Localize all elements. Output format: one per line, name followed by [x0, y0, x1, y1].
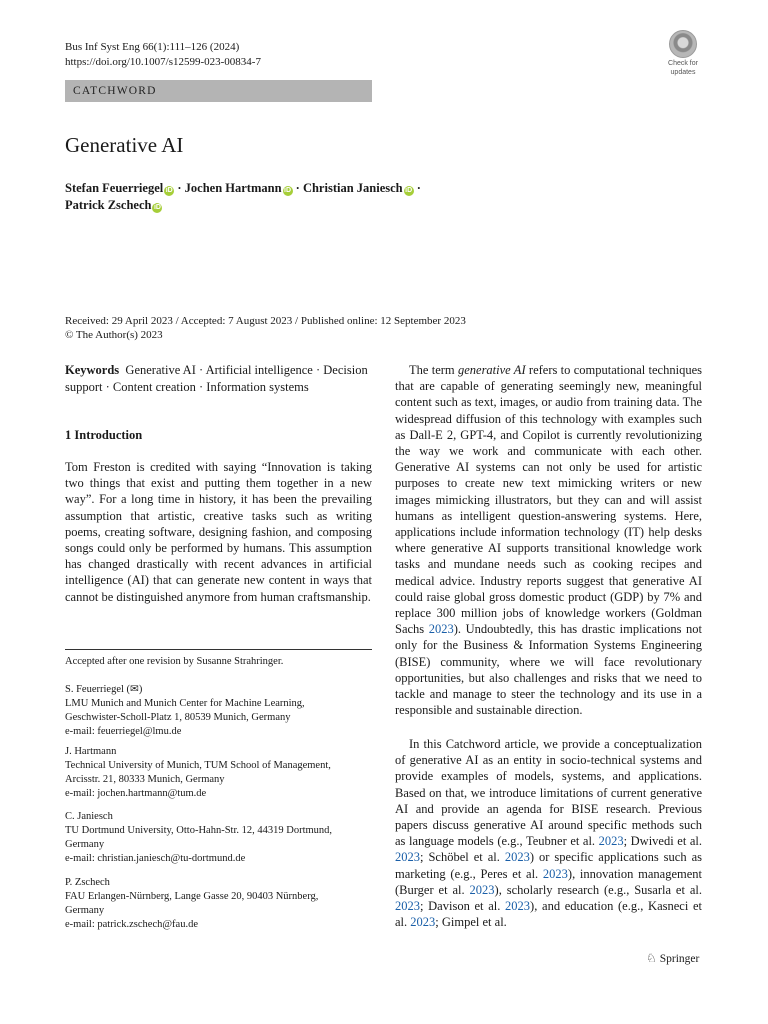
text-run: ; Schöbel et al. — [420, 850, 505, 865]
text-run: ; Gimpel et al. — [435, 915, 507, 930]
text-run: ), innovation management (Burger et al. — [395, 866, 702, 897]
publication-dates — [65, 314, 466, 342]
author-name[interactable]: Christian Janiesch — [302, 181, 403, 195]
affiliation-line: Geschwister-Scholl-Platz 1, 80539 Munich, Germany — [65, 712, 291, 723]
citation-link[interactable]: 2023 — [542, 866, 568, 881]
copyright-line: © The Author(s) 2023 — [65, 329, 163, 341]
citation-link[interactable]: 2023 — [395, 899, 420, 914]
author-separator: · — [292, 181, 303, 195]
affiliation-email[interactable]: e-mail: jochen.hartmann@tum.de — [65, 788, 207, 799]
footnote-divider — [65, 649, 372, 650]
text-run: ) or specific applications such as marketing (e.g., Peres et al. — [395, 850, 702, 881]
affiliation-block — [65, 810, 372, 866]
affiliation-block — [65, 745, 372, 801]
orcid-icon[interactable]: iD — [165, 187, 173, 194]
publisher-name: Springer — [659, 953, 700, 965]
affiliation-line: Arcisstr. 21, 80333 Munich, Germany — [65, 774, 225, 785]
body-paragraph — [395, 736, 702, 930]
dates-line: Received: 29 April 2023 / Accepted: 7 August 2023 / Published online: 12 September 2023 — [65, 315, 466, 327]
article-type-banner: CATCHWORD — [65, 80, 372, 102]
text-run: In this Catchword article, we provide a conceptualization of generative AI as an entity in socio-technical systems and provide examples of models, systems, and applications. Based on that, we introduce limitations of current generative AI and provide an agenda for BISE research. Previous papers discuss generative AI around specific methods such as language models (e.g., Teubner et al. — [395, 737, 702, 849]
check-badge-line2: updates — [670, 69, 696, 76]
text-run: ; Dwivedi et al. — [623, 834, 702, 849]
keywords-label: Keywords — [65, 363, 120, 377]
springer-horse-icon: ♘ — [646, 951, 657, 965]
affiliation-line: Germany — [65, 839, 105, 850]
affiliation-name: S. Feuerriegel (✉) — [65, 684, 143, 695]
citation-link[interactable]: 2023 — [505, 899, 531, 914]
affiliation-block — [65, 683, 372, 739]
publisher-logo — [646, 951, 699, 966]
body-paragraph — [395, 362, 702, 718]
text-run: The term — [409, 363, 458, 377]
citation-link[interactable]: 2023 — [410, 915, 436, 930]
affiliation-block — [65, 876, 372, 932]
orcid-icon[interactable]: iD — [284, 187, 292, 194]
intro-paragraph: Tom Freston is credited with saying “Innovation is taking two things that exist and putting them together in a new way”. For a long time in history, it has been the prevailing assumption that artistic, creative tasks such as writing poems, creating software, designing fashion, and composing songs could only be performed by humans. This assumption has changed drastically with recent advances in artificial intelligence (AI) that can generate new content in ways that cannot be distinguished anymore from human craftsmanship. — [65, 460, 372, 604]
author-list — [65, 180, 465, 214]
doi-link[interactable]: https://doi.org/10.1007/s12599-023-00834-7 — [65, 56, 261, 68]
affiliation-name: J. Hartmann — [65, 746, 117, 757]
citation-link[interactable]: 2023 — [504, 850, 530, 865]
article-title: Generative AI — [65, 133, 184, 157]
citation-link[interactable]: 2023 — [428, 622, 454, 637]
affiliation-line: LMU Munich and Munich Center for Machine Learning, — [65, 698, 305, 709]
journal-reference: Bus Inf Syst Eng 66(1):111–126 (2024) — [65, 41, 240, 53]
affiliation-line: FAU Erlangen-Nürnberg, Lange Gasse 20, 90403 Nürnberg, — [65, 891, 319, 902]
text-run: ; Davison et al. — [420, 899, 506, 914]
orcid-icon[interactable]: iD — [153, 204, 161, 211]
emphasis-term: generative AI — [457, 363, 526, 377]
affiliation-name: C. Janiesch — [65, 811, 113, 822]
affiliation-line: Germany — [65, 905, 105, 916]
author-name[interactable]: Jochen Hartmann — [184, 181, 282, 195]
text-run: ), scholarly research (e.g., Susarla et al. — [494, 882, 702, 897]
section-heading: 1 Introduction — [65, 428, 143, 442]
affiliation-name: P. Zschech — [65, 877, 110, 888]
affiliation-line: Technical University of Munich, TUM School of Management, — [65, 760, 331, 771]
author-separator: · — [413, 181, 421, 195]
text-run: ). Undoubtedly, this has drastic implications not only for the Business & Information Systems Engineering (BISE) community, where we will face revolutionary opportunities, but also challenges and risks that we need to tackle and manage to steer the technology and its use in a responsible and sustainable direction. — [395, 622, 702, 718]
citation-link[interactable]: 2023 — [598, 834, 624, 849]
affiliation-line: TU Dortmund University, Otto-Hahn-Str. 12, 44319 Dortmund, — [65, 825, 333, 836]
orcid-icon[interactable]: iD — [405, 187, 413, 194]
citation-link[interactable]: 2023 — [469, 882, 495, 897]
revision-note: Accepted after one revision by Susanne Strahringer. — [65, 656, 284, 667]
check-badge-line1: Check for — [668, 60, 698, 67]
check-updates-icon — [669, 30, 697, 58]
citation-link[interactable]: 2023 — [395, 850, 420, 865]
author-separator: · — [174, 181, 185, 195]
keywords-list: Generative AI · Artificial intelligence · Decision support · Content creation · Information systems — [65, 363, 368, 394]
check-for-updates-badge[interactable] — [662, 30, 704, 76]
keywords-block — [65, 362, 372, 396]
author-name[interactable]: Stefan Feuerriegel — [65, 181, 164, 195]
affiliation-email[interactable]: e-mail: feuerriegel@lmu.de — [65, 726, 182, 737]
affiliation-email[interactable]: e-mail: patrick.zschech@fau.de — [65, 919, 198, 930]
text-run: ), and education (e.g., Kasneci et al. — [395, 899, 702, 930]
affiliation-email[interactable]: e-mail: christian.janiesch@tu-dortmund.de — [65, 853, 246, 864]
text-run: refers to computational techniques that are capable of generating seemingly new, meaningful content such as text, images, or audio from training data. The widespread diffusion of this technology with examples such as Dall-E 2, GPT-4, and Copilot is currently revolutionizing the way we work and communicate with each other. Generative AI systems can not only be used for artistic purposes to create new text mimicking writers or new images mimicking illustrators, but they can and will assist humans as intelligent question-answering systems. Here, applications include information technology (IT) help desks where generative AI supports transitional knowledge work tasks and mundane needs such as cooking recipes and medical advice. Industry reports suggest that generative AI could raise global gross domestic product (GDP) by 7% and replace 300 million jobs of knowledge workers (Goldman Sachs — [395, 363, 702, 637]
author-name[interactable]: Patrick Zschech — [65, 198, 152, 212]
